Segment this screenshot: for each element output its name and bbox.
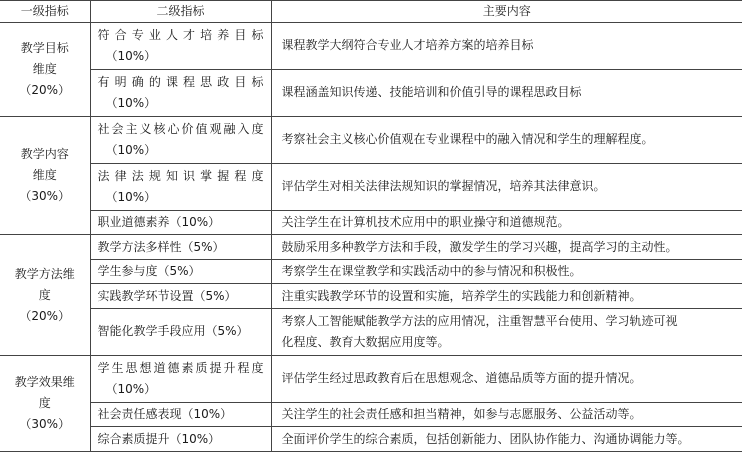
- category-line: 教学内容: [20, 147, 69, 162]
- header-content: 主要内容: [271, 1, 742, 23]
- content-cell: 关注学生的社会责任感和担当精神，如参与志愿服务、公益活动等。: [271, 402, 742, 427]
- table-row: [0, 427, 742, 452]
- table-row: [0, 402, 742, 427]
- category-line: 教学目标: [20, 40, 69, 55]
- indicator-cell: 综合素质提升（10%）: [90, 427, 271, 452]
- indicator-weight: （10%）: [105, 189, 157, 204]
- category-line: 度: [38, 287, 51, 302]
- category-line: 教学效果维: [14, 374, 75, 389]
- table-row: [0, 69, 742, 116]
- indicator-cell: 社会责任感表现（10%）: [90, 402, 271, 427]
- indicator-label: 学生思想道德素质提升程度: [97, 360, 264, 375]
- indicator-cell: 实践教学环节设置（5%）: [90, 284, 271, 309]
- table-row: [0, 116, 742, 163]
- table-row: [0, 235, 742, 260]
- content-cell: 评估学生对相关法律法规知识的掌握情况，培养其法律意识。: [271, 163, 742, 210]
- content-cell: [271, 308, 742, 355]
- content-cell: 课程教学大纲符合专业人才培养方案的培养目标: [271, 23, 742, 70]
- indicator-cell: 智能化教学手段应用（5%）: [90, 308, 271, 355]
- table-row: [0, 259, 742, 284]
- indicator-cell: [90, 355, 271, 402]
- indicator-cell: [90, 163, 271, 210]
- header-level1: 一级指标: [0, 1, 90, 23]
- indicator-label: 社会主义核心价值观融入度: [97, 121, 264, 136]
- indicator-cell: [90, 23, 271, 70]
- category-cell: [0, 116, 90, 234]
- indicator-weight: （10%）: [105, 48, 157, 63]
- category-cell: [0, 23, 90, 117]
- table-row: [0, 308, 742, 355]
- indicator-label: 有明确的课程思政目标: [97, 74, 264, 89]
- category-weight: （30%）: [19, 189, 71, 204]
- header-level2: 二级指标: [90, 1, 271, 23]
- indicator-weight: （10%）: [105, 142, 157, 157]
- table-row: [0, 163, 742, 210]
- indicator-weight: （10%）: [105, 381, 157, 396]
- category-weight: （30%）: [19, 416, 71, 431]
- indicator-label: 符合专业人才培养目标: [97, 27, 264, 42]
- category-line: 教学方法维: [14, 266, 75, 281]
- category-line: 维度: [32, 168, 57, 183]
- content-cell: 注重实践教学环节的设置和实施，培养学生的实践能力和创新精神。: [271, 284, 742, 309]
- indicator-cell: 职业道德素养（10%）: [90, 210, 271, 235]
- category-cell: [0, 355, 90, 451]
- indicator-cell: [90, 69, 271, 116]
- table-row: [0, 210, 742, 235]
- table-row: [0, 355, 742, 402]
- content-line: 考察人工智能赋能教学方法的应用情况，注重智慧平台使用、学习轨迹可视: [281, 313, 678, 328]
- indicator-cell: [90, 116, 271, 163]
- table-row: [0, 23, 742, 70]
- content-cell: 课程涵盖知识传递、技能培训和价值引导的课程思政目标: [271, 69, 742, 116]
- content-cell: 关注学生在计算机技术应用中的职业操守和道德规范。: [271, 210, 742, 235]
- content-cell: 评估学生经过思政教育后在思想观念、道德品质等方面的提升情况。: [271, 355, 742, 402]
- category-line: 度: [38, 395, 51, 410]
- indicator-label: 法律法规知识掌握程度: [97, 168, 264, 183]
- content-line: 化程度、教育大数据应用度等。: [281, 334, 450, 349]
- category-weight: （20%）: [19, 308, 71, 323]
- content-cell: 考察学生在课堂教学和实践活动中的参与情况和积极性。: [271, 259, 742, 284]
- table-row: [0, 284, 742, 309]
- content-cell: 考察社会主义核心价值观在专业课程中的融入情况和学生的理解程度。: [271, 116, 742, 163]
- content-cell: 全面评价学生的综合素质，包括创新能力、团队协作能力、沟通协调能力等。: [271, 427, 742, 452]
- category-weight: （20%）: [19, 82, 71, 97]
- indicator-weight: （10%）: [105, 95, 157, 110]
- category-cell: [0, 235, 90, 356]
- content-cell: 鼓励采用多种教学方法和手段，激发学生的学习兴趣，提高学习的主动性。: [271, 235, 742, 260]
- header-row: [0, 1, 742, 23]
- indicator-cell: 教学方法多样性（5%）: [90, 235, 271, 260]
- category-line: 维度: [32, 61, 57, 76]
- indicator-cell: 学生参与度（5%）: [90, 259, 271, 284]
